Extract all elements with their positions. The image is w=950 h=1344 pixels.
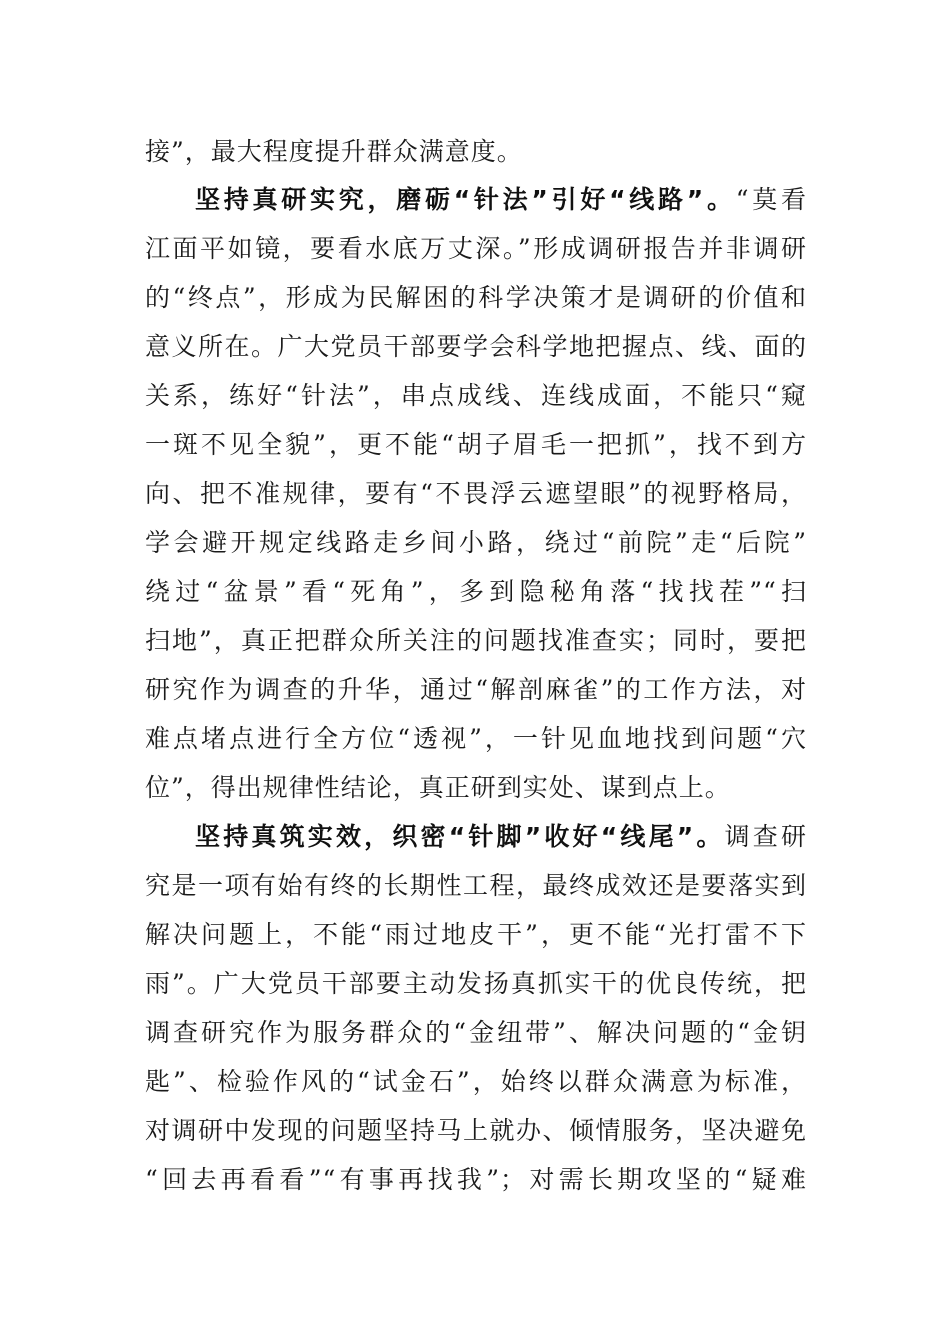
line-text: 向、把不准规律，要有“不畏浮云遮望眼”的视野格局， [145, 479, 807, 508]
line-text: 难点堵点进行全方位“透视”，一针见血地找到问题“穴 [145, 724, 807, 753]
line-text: 究是一项有始有终的长期性工程，最终成效还是要落实到 [145, 871, 807, 900]
paragraph-heading-line [195, 817, 807, 857]
line-text: 调查研究作为服务群众的“金纽带”、解决问题的“金钥 [145, 1018, 807, 1047]
text-line [145, 425, 807, 465]
line-text: 一斑不见全貌”，更不能“胡子眉毛一把抓”，找不到方 [145, 430, 807, 459]
line-text: 扫地”，真正把群众所关注的问题找准查实；同时，要把 [145, 626, 807, 655]
line-text: 学会避开规定线路走乡间小路，绕过“前院”走“后院” [145, 528, 807, 557]
line-text: 的“终点”，形成为民解困的科学决策才是调研的价值和 [145, 283, 807, 312]
line-text: 意义所在。广大党员干部要学会科学地把握点、线、面的 [145, 332, 807, 361]
paragraph-lead: 坚持真研实究，磨砺“针法”引好“线路”。 [195, 185, 736, 214]
text-line [145, 278, 807, 318]
line-text: 位”，得出规律性结论，真正研到实处、谋到点上。 [145, 773, 731, 802]
line-text: “回去再看看”“有事再找我”；对需长期攻坚的“疑难 [145, 1165, 807, 1194]
line-text: 匙”、检验作风的“试金石”，始终以群众满意为标准， [145, 1067, 807, 1096]
text-line [145, 768, 807, 808]
text-line [145, 719, 807, 759]
text-line [145, 866, 807, 906]
line-text: 接”，最大程度提升群众满意度。 [145, 137, 523, 166]
line-text: 关系，练好“针法”，串点成线、连线成面，不能只“窥 [145, 381, 807, 410]
line-text: 研究作为调查的升华，通过“解剖麻雀”的工作方法，对 [145, 675, 807, 704]
text-line [145, 964, 807, 1004]
line-text: 调查研 [724, 822, 807, 851]
text-line [145, 1111, 807, 1151]
line-text: 江面平如镜，要看水底万丈深。”形成调研报告并非调研 [145, 234, 807, 263]
text-line [145, 670, 807, 710]
line-text: 解决问题上，不能“雨过地皮干”，更不能“光打雷不下 [145, 920, 807, 949]
text-line [145, 572, 807, 612]
paragraph-lead: 坚持真筑实效，织密“针脚”收好“线尾”。 [195, 822, 725, 851]
text-line [145, 229, 807, 269]
text-line [145, 915, 807, 955]
line-text: 对调研中发现的问题坚持马上就办、倾情服务，坚决避免 [145, 1116, 807, 1145]
paragraph-heading-line [195, 180, 807, 220]
line-text: “莫看 [735, 185, 807, 214]
text-line [145, 327, 807, 367]
text-line [145, 376, 807, 416]
text-line [145, 523, 807, 563]
line-text: 绕过“盆景”看“死角”，多到隐秘角落“找找茬”“扫 [145, 577, 807, 606]
text-line [145, 132, 807, 172]
text-line [145, 474, 807, 514]
text-line [145, 621, 807, 661]
text-line [145, 1160, 807, 1200]
line-text: 雨”。广大党员干部要主动发扬真抓实干的优良传统，把 [145, 969, 807, 998]
text-line [145, 1062, 807, 1102]
text-line [145, 1013, 807, 1053]
